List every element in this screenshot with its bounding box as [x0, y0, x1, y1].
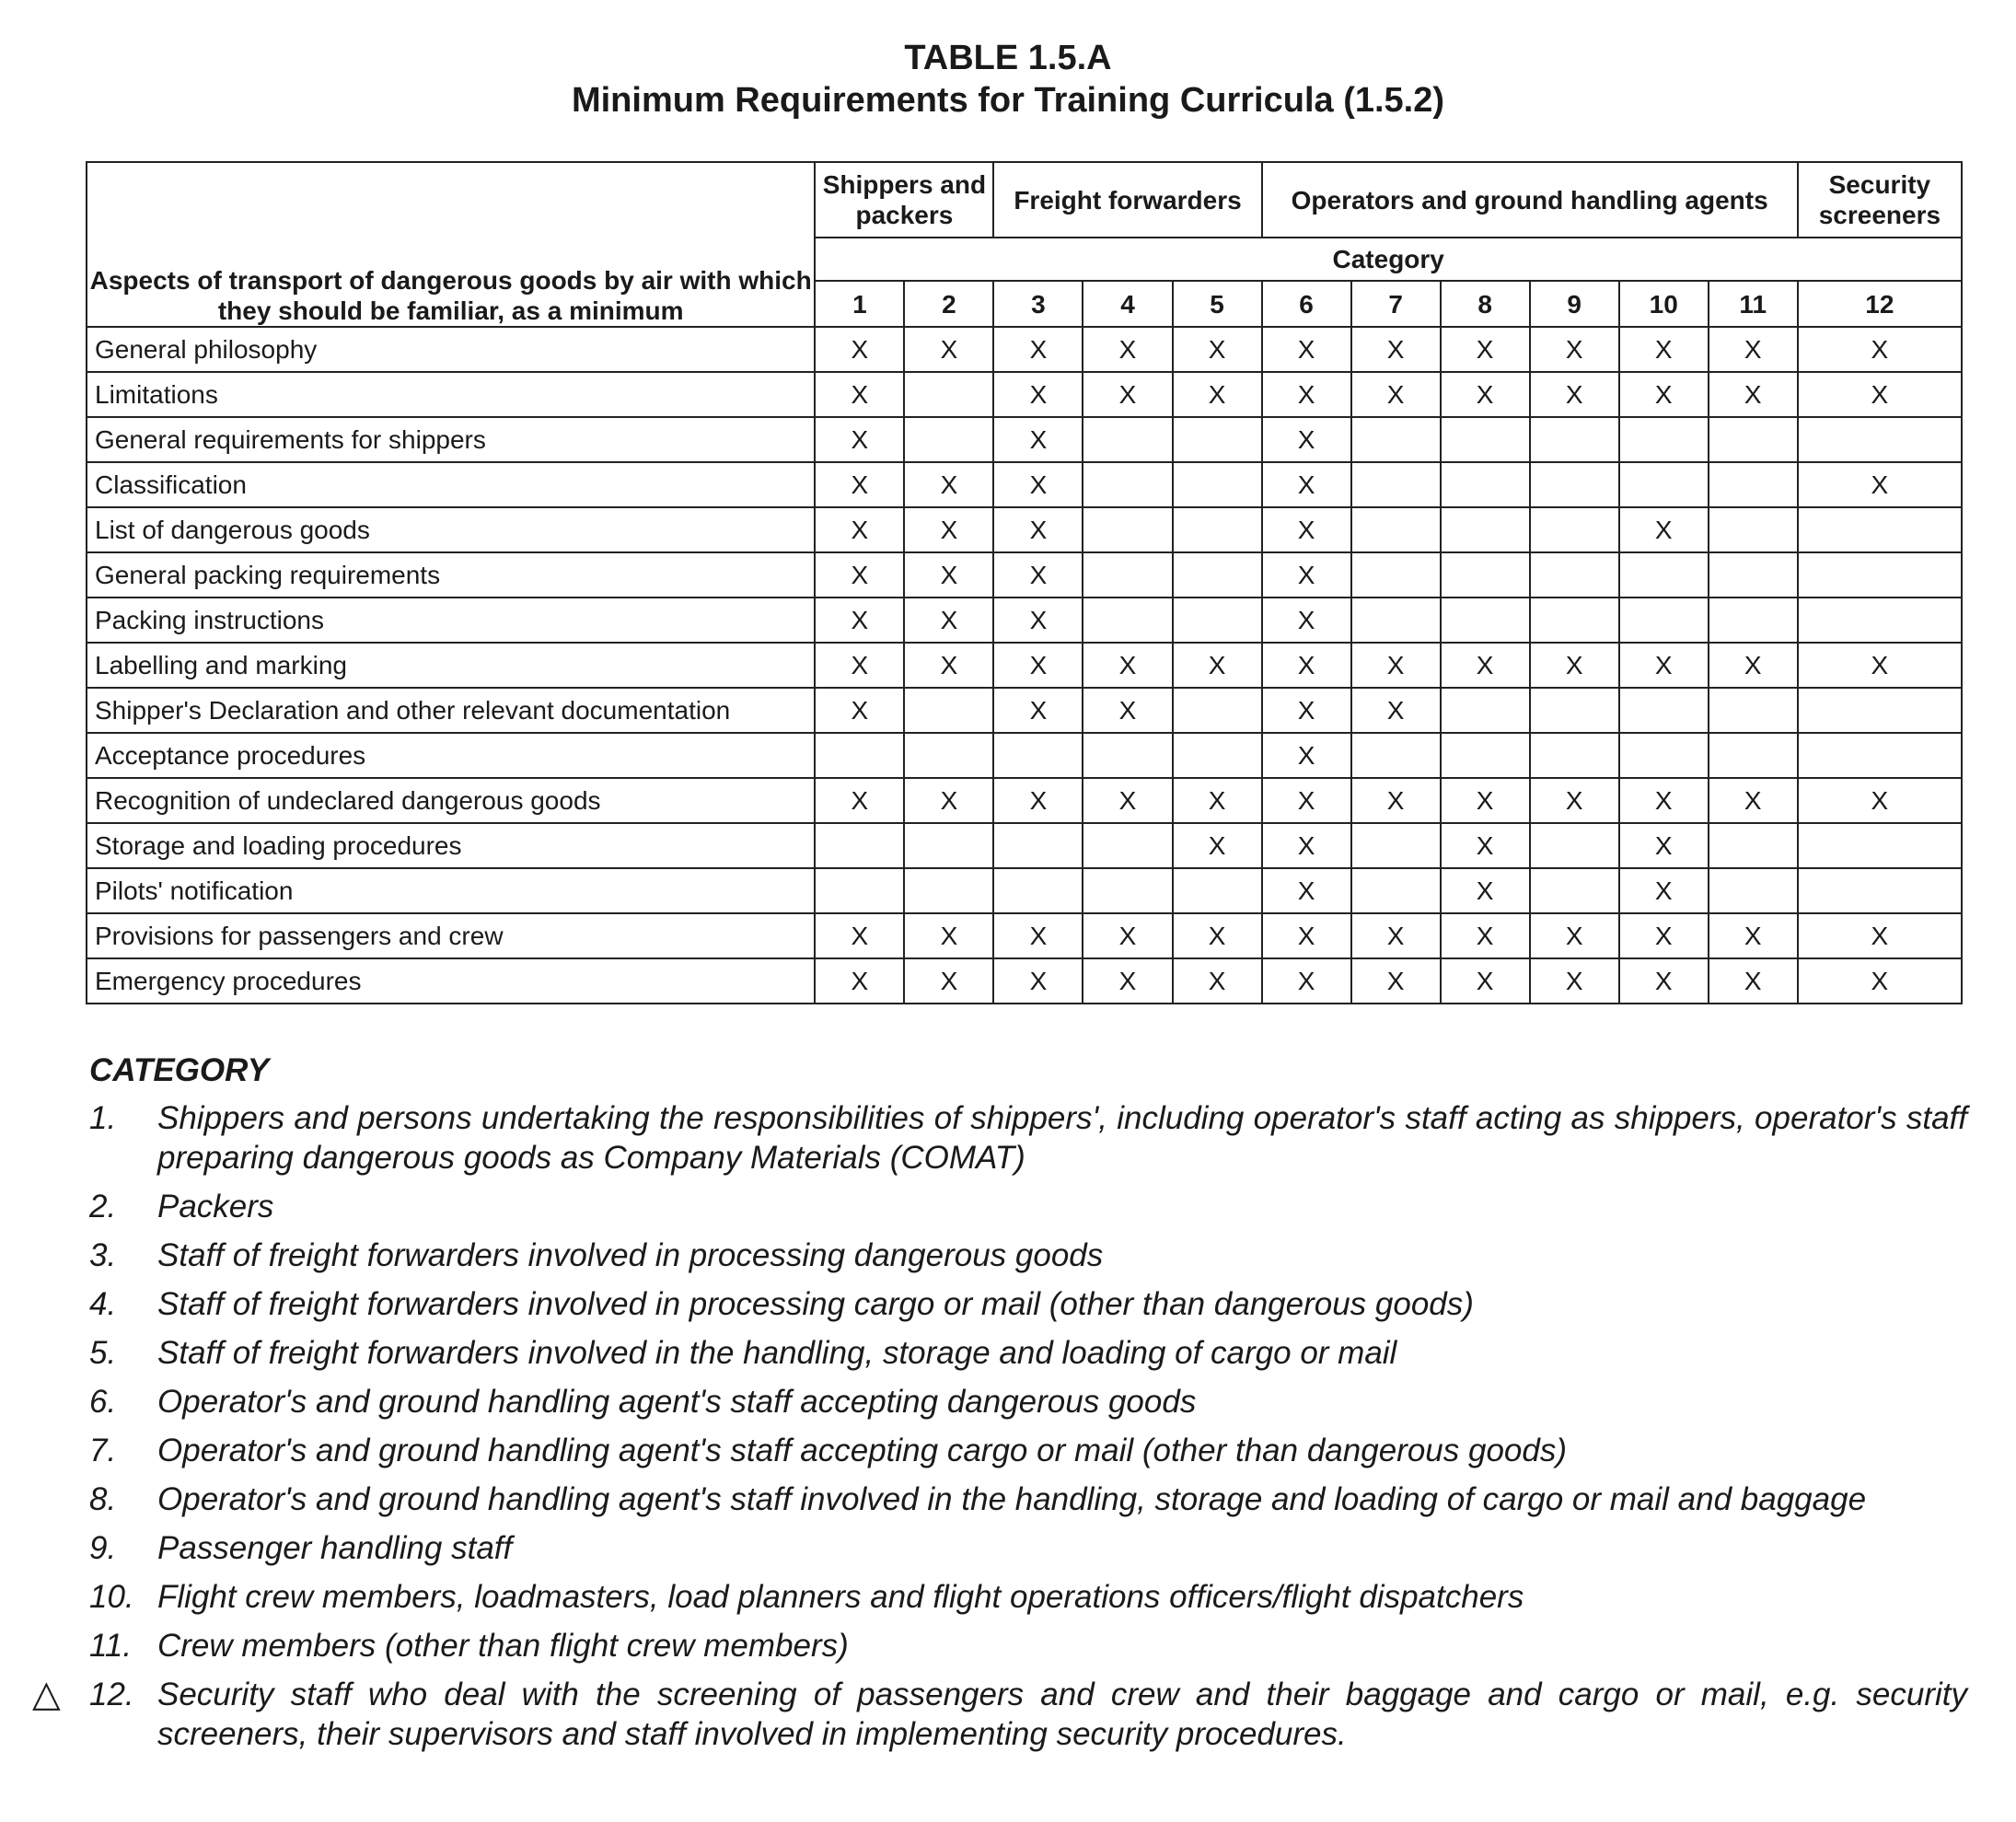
legend-item-text: Operator's and ground handling agent's staff accepting dangerous goods [157, 1384, 1197, 1420]
required-mark: X [993, 778, 1083, 823]
required-mark: X [815, 417, 904, 462]
table-row [87, 913, 1962, 958]
required-mark: X [1351, 327, 1441, 372]
aspect-label: Provisions for passengers and crew [87, 913, 815, 958]
aspect-label: Recognition of undeclared dangerous goods [87, 778, 815, 823]
required-mark: X [1262, 372, 1351, 417]
legend-item-text: Passenger handling staff [157, 1530, 513, 1566]
table-title-block [0, 37, 2016, 122]
group-freight-forwarders: Freight forwarders [993, 162, 1261, 238]
empty-cell [1709, 733, 1798, 778]
empty-cell [1619, 552, 1709, 598]
empty-cell [1530, 462, 1619, 507]
empty-cell [1619, 733, 1709, 778]
required-mark: X [1262, 462, 1351, 507]
required-mark: X [1530, 913, 1619, 958]
empty-cell [904, 372, 993, 417]
group-header-row [87, 162, 1962, 238]
aspect-label: Shipper's Declaration and other relevant documentation [87, 688, 815, 733]
empty-cell [904, 733, 993, 778]
empty-cell [1709, 507, 1798, 552]
required-mark: X [1798, 462, 1962, 507]
table-number: TABLE 1.5.A [904, 39, 1112, 77]
required-mark: X [1262, 778, 1351, 823]
required-mark: X [1262, 643, 1351, 688]
empty-cell [1351, 733, 1441, 778]
required-mark: X [815, 958, 904, 1004]
legend-item [89, 1431, 1967, 1470]
required-mark: X [815, 552, 904, 598]
empty-cell [815, 868, 904, 913]
required-mark: X [1351, 958, 1441, 1004]
aspect-label: General packing requirements [87, 552, 815, 598]
required-mark: X [1262, 552, 1351, 598]
aspect-label: List of dangerous goods [87, 507, 815, 552]
empty-cell [1798, 688, 1962, 733]
empty-cell [1441, 462, 1530, 507]
category-number: 5 [1173, 281, 1262, 327]
category-number: 10 [1619, 281, 1709, 327]
empty-cell [1709, 417, 1798, 462]
empty-cell [1083, 417, 1172, 462]
legend-item [89, 1480, 1967, 1519]
required-mark: X [815, 462, 904, 507]
required-mark: X [1083, 372, 1172, 417]
empty-cell [904, 868, 993, 913]
aspect-label: Labelling and marking [87, 643, 815, 688]
table-body [87, 327, 1962, 1004]
empty-cell [1351, 823, 1441, 868]
empty-cell [1709, 598, 1798, 643]
empty-cell [993, 733, 1083, 778]
required-mark: X [1709, 913, 1798, 958]
table-row [87, 688, 1962, 733]
empty-cell [1173, 507, 1262, 552]
required-mark: X [1619, 823, 1709, 868]
legend-item-number: 2. [89, 1189, 117, 1224]
table-row [87, 733, 1962, 778]
required-mark: X [1262, 417, 1351, 462]
required-mark: X [904, 913, 993, 958]
required-mark: X [1441, 823, 1530, 868]
required-mark: X [1173, 327, 1262, 372]
legend-item-number: 8. [89, 1481, 117, 1517]
empty-cell [1530, 507, 1619, 552]
required-mark: X [1619, 643, 1709, 688]
group-security-screeners: Security screeners [1798, 162, 1962, 238]
required-mark: X [1262, 688, 1351, 733]
table-row [87, 552, 1962, 598]
group-shippers-packers: Shippers and packers [815, 162, 993, 238]
required-mark: X [1530, 327, 1619, 372]
category-legend [32, 1052, 1967, 1763]
empty-cell [1351, 598, 1441, 643]
training-requirements-table [86, 161, 1963, 1004]
required-mark: X [993, 552, 1083, 598]
legend-item [89, 1333, 1967, 1373]
empty-cell [1441, 552, 1530, 598]
empty-cell [1083, 823, 1172, 868]
required-mark: X [993, 327, 1083, 372]
required-mark: X [993, 913, 1083, 958]
empty-cell [1351, 417, 1441, 462]
required-mark: X [1619, 913, 1709, 958]
required-mark: X [993, 462, 1083, 507]
required-mark: X [1798, 372, 1962, 417]
empty-cell [1530, 552, 1619, 598]
empty-cell [1173, 417, 1262, 462]
aspect-label: Emergency procedures [87, 958, 815, 1004]
required-mark: X [815, 643, 904, 688]
empty-cell [1351, 552, 1441, 598]
empty-cell [1173, 462, 1262, 507]
required-mark: X [1798, 643, 1962, 688]
table-row [87, 778, 1962, 823]
legend-item [89, 1528, 1967, 1568]
table-row [87, 327, 1962, 372]
empty-cell [1173, 688, 1262, 733]
empty-cell [1083, 733, 1172, 778]
table-row [87, 372, 1962, 417]
legend-item-text: Staff of freight forwarders involved in processing cargo or mail (other than dangerous goods) [157, 1286, 1474, 1322]
required-mark: X [815, 507, 904, 552]
required-mark: X [1441, 372, 1530, 417]
empty-cell [1798, 598, 1962, 643]
empty-cell [1709, 462, 1798, 507]
legend-item [89, 1626, 1967, 1665]
required-mark: X [1441, 913, 1530, 958]
required-mark: X [1083, 643, 1172, 688]
required-mark: X [1441, 778, 1530, 823]
empty-cell [1798, 823, 1962, 868]
required-mark: X [815, 688, 904, 733]
required-mark: X [1083, 958, 1172, 1004]
empty-cell [993, 868, 1083, 913]
required-mark: X [1619, 372, 1709, 417]
category-number: 4 [1083, 281, 1172, 327]
category-number: 1 [815, 281, 904, 327]
aspect-column-header: Aspects of transport of dangerous goods by air with which they should be familiar, as a minimum [87, 162, 815, 327]
table-row [87, 417, 1962, 462]
empty-cell [1798, 733, 1962, 778]
legend-item [89, 1577, 1967, 1617]
legend-item [32, 1674, 1967, 1754]
required-mark: X [1619, 327, 1709, 372]
aspect-label: General requirements for shippers [87, 417, 815, 462]
table-title: Minimum Requirements for Training Curricula (1.5.2) [571, 81, 1445, 120]
table-row [87, 462, 1962, 507]
category-number: 6 [1262, 281, 1351, 327]
table-row [87, 823, 1962, 868]
empty-cell [1351, 507, 1441, 552]
empty-cell [1441, 733, 1530, 778]
required-mark: X [815, 778, 904, 823]
required-mark: X [815, 913, 904, 958]
empty-cell [1619, 417, 1709, 462]
required-mark: X [1798, 327, 1962, 372]
empty-cell [1709, 552, 1798, 598]
aspect-label: Storage and loading procedures [87, 823, 815, 868]
required-mark: X [1441, 643, 1530, 688]
required-mark: X [904, 958, 993, 1004]
required-mark: X [815, 372, 904, 417]
required-mark: X [1083, 913, 1172, 958]
aspect-label: Packing instructions [87, 598, 815, 643]
legend-item [89, 1284, 1967, 1324]
required-mark: X [1530, 643, 1619, 688]
legend-item-text: Staff of freight forwarders involved in the handling, storage and loading of cargo or mail [157, 1335, 1397, 1371]
legend-item-number: 6. [89, 1384, 117, 1420]
required-mark: X [1619, 958, 1709, 1004]
empty-cell [993, 823, 1083, 868]
required-mark: X [815, 327, 904, 372]
table-row [87, 598, 1962, 643]
empty-cell [1798, 507, 1962, 552]
required-mark: X [1530, 372, 1619, 417]
required-mark: X [1441, 868, 1530, 913]
legend-item-text: Packers [157, 1189, 274, 1224]
category-label: Category [815, 238, 1962, 281]
required-mark: X [904, 778, 993, 823]
required-mark: X [1173, 823, 1262, 868]
empty-cell [904, 823, 993, 868]
group-operators-ground-handling: Operators and ground handling agents [1262, 162, 1798, 238]
required-mark: X [1619, 868, 1709, 913]
empty-cell [1173, 733, 1262, 778]
empty-cell [1798, 417, 1962, 462]
legend-item-number: 12. [89, 1677, 134, 1712]
empty-cell [1619, 598, 1709, 643]
category-number: 2 [904, 281, 993, 327]
category-number: 8 [1441, 281, 1530, 327]
legend-item [89, 1236, 1967, 1275]
revision-triangle-icon: △ [32, 1674, 61, 1714]
legend-item-text: Flight crew members, loadmasters, load planners and flight operations officers/flight dispatchers [157, 1579, 1524, 1615]
legend-item-number: 9. [89, 1530, 117, 1566]
required-mark: X [1262, 327, 1351, 372]
aspect-label: General philosophy [87, 327, 815, 372]
aspect-label: Pilots' notification [87, 868, 815, 913]
empty-cell [1441, 688, 1530, 733]
required-mark: X [1083, 688, 1172, 733]
empty-cell [1709, 823, 1798, 868]
empty-cell [1351, 462, 1441, 507]
empty-cell [1441, 598, 1530, 643]
category-number: 3 [993, 281, 1083, 327]
required-mark: X [1619, 507, 1709, 552]
table-row [87, 958, 1962, 1004]
aspect-label: Acceptance procedures [87, 733, 815, 778]
legend-item-number: 3. [89, 1237, 117, 1273]
required-mark: X [1530, 958, 1619, 1004]
empty-cell [1619, 462, 1709, 507]
aspect-label: Limitations [87, 372, 815, 417]
required-mark: X [1262, 733, 1351, 778]
empty-cell [1530, 598, 1619, 643]
required-mark: X [1351, 643, 1441, 688]
empty-cell [1083, 462, 1172, 507]
legend-item-number: 11. [89, 1628, 133, 1664]
legend-item-text: Staff of freight forwarders involved in processing dangerous goods [157, 1237, 1104, 1273]
empty-cell [1173, 868, 1262, 913]
required-mark: X [1262, 823, 1351, 868]
legend-item-number: 4. [89, 1286, 117, 1322]
legend-item [89, 1187, 1967, 1226]
legend-list [32, 1098, 1967, 1754]
empty-cell [1709, 688, 1798, 733]
empty-cell [904, 417, 993, 462]
empty-cell [1173, 552, 1262, 598]
required-mark: X [1351, 688, 1441, 733]
required-mark: X [904, 598, 993, 643]
legend-item-text: Security staff who deal with the screening of passengers and crew and their baggage and cargo or mail, e.g. security screeners, their supervisors and staff involved in implementing security procedures. [157, 1677, 1967, 1752]
empty-cell [1083, 598, 1172, 643]
table-row [87, 868, 1962, 913]
required-mark: X [1709, 372, 1798, 417]
legend-item-number: 7. [89, 1433, 117, 1468]
required-mark: X [1083, 778, 1172, 823]
required-mark: X [904, 643, 993, 688]
empty-cell [815, 823, 904, 868]
required-mark: X [1798, 958, 1962, 1004]
empty-cell [1083, 868, 1172, 913]
required-mark: X [815, 598, 904, 643]
required-mark: X [1173, 372, 1262, 417]
legend-item [89, 1382, 1967, 1422]
empty-cell [815, 733, 904, 778]
empty-cell [1798, 868, 1962, 913]
required-mark: X [993, 598, 1083, 643]
required-mark: X [904, 507, 993, 552]
required-mark: X [1173, 913, 1262, 958]
required-mark: X [1173, 778, 1262, 823]
required-mark: X [993, 958, 1083, 1004]
required-mark: X [904, 327, 993, 372]
required-mark: X [1262, 868, 1351, 913]
required-mark: X [1798, 778, 1962, 823]
required-mark: X [1441, 958, 1530, 1004]
category-number: 11 [1709, 281, 1798, 327]
required-mark: X [1262, 507, 1351, 552]
empty-cell [1530, 868, 1619, 913]
category-number: 9 [1530, 281, 1619, 327]
empty-cell [1441, 417, 1530, 462]
empty-cell [1709, 868, 1798, 913]
required-mark: X [993, 507, 1083, 552]
required-mark: X [904, 552, 993, 598]
category-number: 12 [1798, 281, 1962, 327]
empty-cell [1530, 417, 1619, 462]
required-mark: X [1709, 643, 1798, 688]
required-mark: X [993, 372, 1083, 417]
legend-item-number: 1. [89, 1100, 117, 1136]
required-mark: X [1262, 958, 1351, 1004]
empty-cell [1530, 688, 1619, 733]
required-mark: X [1619, 778, 1709, 823]
legend-item-number: 5. [89, 1335, 117, 1371]
empty-cell [1619, 688, 1709, 733]
empty-cell [1083, 507, 1172, 552]
table-row [87, 507, 1962, 552]
required-mark: X [1173, 643, 1262, 688]
required-mark: X [1351, 913, 1441, 958]
legend-item [89, 1098, 1967, 1178]
legend-item-text: Operator's and ground handling agent's staff accepting cargo or mail (other than dangerous goods) [157, 1433, 1567, 1468]
legend-item-number: 10. [89, 1579, 134, 1615]
empty-cell [1530, 823, 1619, 868]
empty-cell [1530, 733, 1619, 778]
required-mark: X [1709, 778, 1798, 823]
required-mark: X [1173, 958, 1262, 1004]
required-mark: X [1262, 913, 1351, 958]
empty-cell [1083, 552, 1172, 598]
required-mark: X [904, 462, 993, 507]
required-mark: X [993, 643, 1083, 688]
aspect-label: Classification [87, 462, 815, 507]
required-mark: X [1262, 598, 1351, 643]
empty-cell [904, 688, 993, 733]
required-mark: X [1083, 327, 1172, 372]
required-mark: X [1709, 327, 1798, 372]
category-number: 7 [1351, 281, 1441, 327]
empty-cell [1351, 868, 1441, 913]
required-mark: X [1351, 372, 1441, 417]
table-row [87, 643, 1962, 688]
required-mark: X [1709, 958, 1798, 1004]
required-mark: X [1441, 327, 1530, 372]
legend-item-text: Shippers and persons undertaking the responsibilities of shippers', including operator's staff acting as shippers, operator's staff preparing dangerous goods as Company Materials (COMAT) [157, 1100, 1967, 1176]
legend-item-text: Operator's and ground handling agent's staff involved in the handling, storage and loading of cargo or mail and baggage [157, 1481, 1867, 1517]
required-mark: X [993, 417, 1083, 462]
required-mark: X [1351, 778, 1441, 823]
required-mark: X [1530, 778, 1619, 823]
empty-cell [1798, 552, 1962, 598]
empty-cell [1173, 598, 1262, 643]
required-mark: X [1798, 913, 1962, 958]
legend-item-text: Crew members (other than flight crew members) [157, 1628, 849, 1664]
legend-title: CATEGORY [89, 1052, 270, 1088]
required-mark: X [993, 688, 1083, 733]
empty-cell [1441, 507, 1530, 552]
